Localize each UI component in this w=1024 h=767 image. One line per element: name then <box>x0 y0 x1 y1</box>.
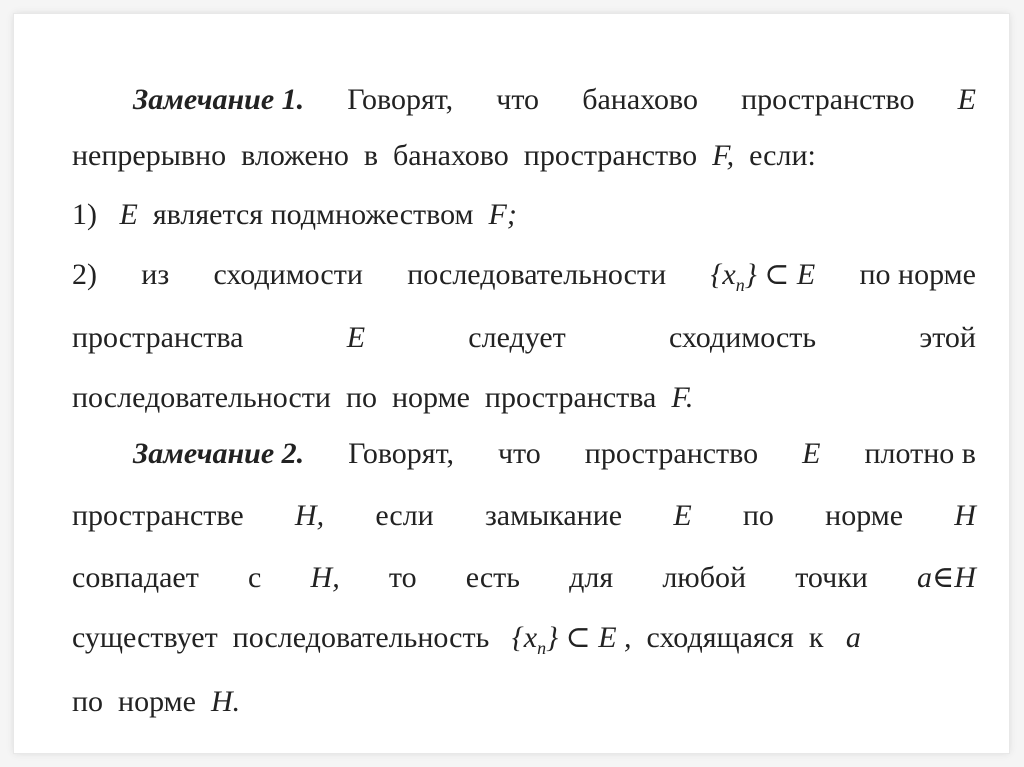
word: банахово <box>393 139 509 172</box>
word: в <box>363 139 378 172</box>
remark2-line-4 <box>72 620 976 656</box>
word: что <box>497 437 541 470</box>
item-number: 1) <box>72 198 97 231</box>
word: если <box>375 499 434 532</box>
word: сходимость <box>669 321 817 354</box>
remark1-item-2 <box>72 257 976 293</box>
word: следует <box>468 321 566 354</box>
set-open: {x <box>710 258 736 291</box>
word: последовательности <box>407 258 667 291</box>
symbol-a: a <box>845 621 861 654</box>
sentence-text: сходящаяся к <box>646 621 824 654</box>
word: пространство <box>584 437 759 470</box>
remark1-item-1 <box>72 197 976 233</box>
word: с <box>248 561 262 594</box>
sentence-text: последовательности по норме пространства <box>72 381 657 414</box>
sentence-text: по норме <box>72 685 196 718</box>
symbol-h: H, <box>294 499 325 532</box>
word: совпадает <box>72 561 199 594</box>
slide <box>14 14 1009 753</box>
remark2-line-3 <box>72 560 976 596</box>
remark1-line-5 <box>72 320 976 356</box>
word: этой <box>919 321 976 354</box>
word: точки <box>795 561 868 594</box>
symbol-h: H, <box>310 561 340 594</box>
remark1-heading: Замечание 1. <box>133 83 305 116</box>
remark2-line-2 <box>72 498 976 534</box>
word: по <box>742 499 774 532</box>
symbol-e: E <box>802 437 821 470</box>
word: пространство <box>523 139 698 172</box>
word: есть <box>465 561 520 594</box>
word: замыкание <box>484 499 623 532</box>
symbol-e: E <box>957 83 976 116</box>
symbol-e: E <box>346 321 366 354</box>
item-text: является подмножеством <box>152 198 474 231</box>
sequence-set <box>511 621 632 658</box>
word: Говорят, <box>347 83 454 116</box>
symbol-f: F, <box>712 139 735 172</box>
word: для <box>569 561 614 594</box>
symbol-e: E <box>673 499 692 532</box>
symbol-h: H. <box>210 685 241 718</box>
word: что <box>496 83 540 116</box>
word: непрерывно <box>72 139 227 172</box>
word: вложено <box>241 139 349 172</box>
remark2-heading: Замечание 2. <box>133 437 305 470</box>
remark1-line-6 <box>72 380 976 416</box>
sequence-set <box>710 257 815 293</box>
word: плотно в <box>864 437 976 470</box>
word: то <box>388 561 417 594</box>
word: из <box>141 258 170 291</box>
sentence-text: существует последовательность <box>72 621 490 654</box>
membership-expression: a∈H <box>917 561 976 594</box>
word: если: <box>749 139 816 172</box>
set-open: {x <box>511 621 538 654</box>
word: пространство <box>741 83 915 116</box>
word: сходимости <box>213 258 363 291</box>
word: пространства <box>72 321 244 354</box>
symbol-f: F; <box>488 198 517 231</box>
remark2-line-5 <box>72 684 976 720</box>
word: банахово <box>582 83 698 116</box>
remark1-line-2 <box>72 138 976 174</box>
item-number: 2) <box>72 258 97 291</box>
set-subscript: n <box>735 275 745 295</box>
symbol-f: F. <box>671 381 694 414</box>
set-subscript: n <box>537 638 547 658</box>
remark1-line-1 <box>133 82 976 118</box>
set-close: } ⊂ E <box>744 258 816 291</box>
word: Говорят, <box>348 437 454 470</box>
word: по норме <box>859 258 976 291</box>
symbol-h: H <box>954 499 976 532</box>
word: пространстве <box>72 499 244 532</box>
word: норме <box>825 499 904 532</box>
remark2-line-1 <box>133 436 976 472</box>
symbol-e: E <box>119 198 138 231</box>
set-close: } ⊂ E , <box>546 621 632 654</box>
word: любой <box>662 561 747 594</box>
